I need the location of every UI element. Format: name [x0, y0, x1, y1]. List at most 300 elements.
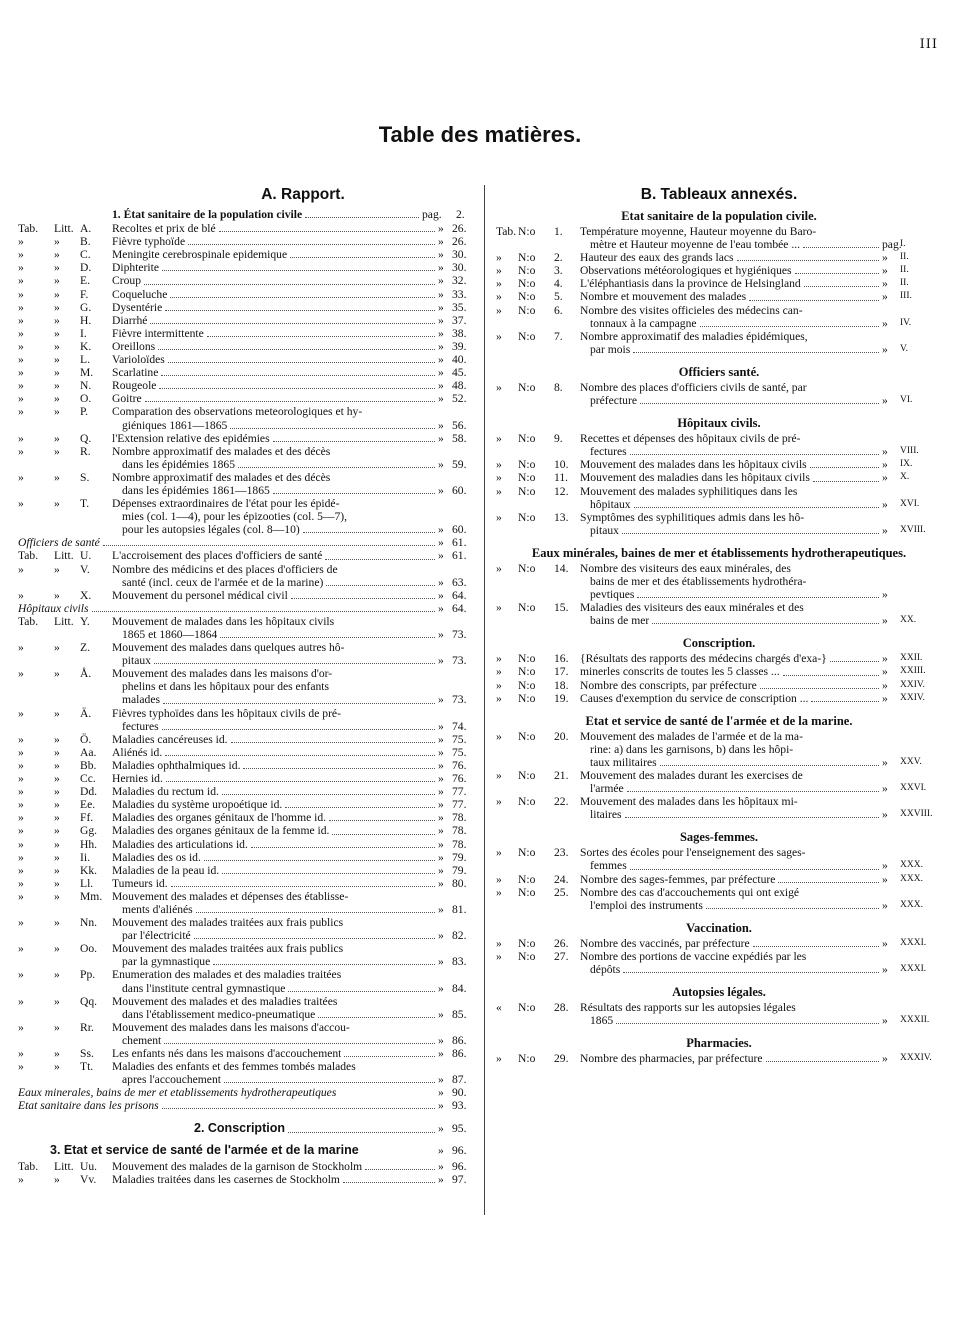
- entry-title: chement: [122, 1033, 162, 1047]
- toc-entry-line: [18, 288, 478, 301]
- entry-litt: »: [54, 811, 60, 825]
- toc-entry: [18, 563, 478, 589]
- entry-title: Recoltes et prix de blé: [112, 222, 216, 236]
- entry-tab: »: [18, 326, 24, 340]
- entry-quote: »: [882, 963, 888, 977]
- entry-letter: G.: [80, 300, 92, 314]
- entry-title: Nombre des conscripts, par préfecture: [580, 678, 757, 692]
- entry-no: N:o: [518, 936, 536, 950]
- toc-entry: [18, 733, 478, 746]
- entry-tab: »: [496, 380, 502, 394]
- entry-title: Maladies traitées dans les casernes de Stockholm: [112, 1172, 340, 1186]
- entry-title: dans l'institute central gymnastique: [122, 981, 286, 995]
- entry-title: Enumeration des malades et des maladies traitées: [112, 968, 342, 982]
- leader-dots: [627, 791, 879, 792]
- entry-quote: »: [438, 326, 444, 340]
- entry-quote: »: [438, 483, 444, 497]
- entry-tab: »: [18, 772, 24, 786]
- toc-entry: [18, 615, 478, 641]
- toc-entry-line: [18, 576, 478, 589]
- entry-page: XXXI.: [900, 937, 927, 948]
- entry-tab: »: [496, 872, 502, 886]
- entry-tab: »: [18, 300, 24, 314]
- entry-tab: »: [496, 652, 502, 666]
- leader-dots: [622, 533, 879, 534]
- leader-dots: [652, 623, 879, 624]
- annex-entry-line: [496, 317, 942, 330]
- entry-tab: »: [18, 916, 24, 930]
- entry-page: 76.: [452, 772, 467, 786]
- entry-page: 82.: [452, 929, 467, 943]
- toc-entry: [18, 641, 478, 667]
- entry-quote: »: [882, 523, 888, 537]
- leader-dots: [810, 467, 879, 468]
- entry-quote: »: [438, 248, 444, 262]
- entry-letter: K.: [80, 339, 92, 353]
- entry-title: Hauteur des eaux des grands lacs: [580, 251, 734, 265]
- entry-page: XXX.: [900, 873, 923, 884]
- entry-tab: »: [496, 303, 502, 317]
- annex-entry-line: [496, 238, 942, 251]
- entry-title: Mouvement de malades dans les hôpitaux civils: [112, 614, 335, 628]
- subsection-1-label: 1. État sanitaire de la population civile: [112, 208, 303, 221]
- entry-litt: »: [54, 470, 60, 484]
- entry-title: dans l'établissement medico-pneumatique: [122, 1007, 316, 1021]
- toc-entry-line: [18, 772, 478, 785]
- leader-dots: [365, 1169, 435, 1170]
- subsection-3-label: 3. État et service de santé de l'armée et de la marine: [50, 1143, 359, 1157]
- entry-letter: P.: [80, 405, 89, 419]
- toc-entry: [18, 222, 478, 235]
- entry-page: II.: [900, 278, 909, 289]
- entry-tab: »: [18, 588, 24, 602]
- eaux-entry: [18, 1086, 478, 1099]
- entry-quote: »: [438, 798, 444, 812]
- page-number: III: [919, 37, 938, 52]
- toc-entry-line: [18, 484, 478, 497]
- entry-number: 3.: [554, 264, 563, 278]
- annex-entry-line: [496, 562, 942, 575]
- annex-entry-line: [496, 795, 942, 808]
- annex-entry: [496, 846, 942, 872]
- entry-tab: »: [18, 497, 24, 511]
- left-entries-3: [18, 615, 478, 1086]
- entry-litt: »: [54, 772, 60, 786]
- toc-entry: [18, 405, 478, 431]
- entry-page: XXXI.: [900, 964, 927, 975]
- entry-letter: Ss.: [80, 1047, 94, 1060]
- entry-title: Scarlatine: [112, 366, 159, 380]
- toc-entry-line: [18, 379, 478, 392]
- entry-litt: »: [54, 889, 60, 903]
- entry-page: 32.: [452, 274, 467, 288]
- leader-dots: [303, 532, 435, 533]
- entry-title: Coqueluche: [112, 287, 168, 301]
- entry-tab: »: [496, 729, 502, 743]
- entry-litt: »: [54, 1060, 60, 1074]
- entry-quote: »: [438, 1033, 444, 1047]
- entry-title: Résultats des rapports sur les autopsies légales: [580, 1001, 796, 1015]
- entry-tab: »: [18, 287, 24, 301]
- entry-quote: »: [438, 693, 444, 707]
- leader-dots: [163, 703, 435, 704]
- toc-entry: [18, 995, 478, 1021]
- toc-entry-line: [18, 419, 478, 432]
- entry-number: 9.: [554, 432, 563, 446]
- entry-page: 74.: [452, 719, 467, 733]
- leader-dots: [168, 362, 435, 363]
- entry-litt: Litt.: [54, 222, 74, 236]
- entry-number: 16.: [554, 652, 569, 666]
- annex-entry-line: [496, 652, 942, 665]
- entry-litt: »: [54, 444, 60, 458]
- entry-tab: »: [496, 795, 502, 809]
- leader-dots: [166, 781, 435, 782]
- entry-page: 90.: [452, 1086, 467, 1100]
- leader-dots: [325, 559, 435, 560]
- toc-entry-line: [18, 432, 478, 445]
- page-title: Table des matières.: [378, 122, 582, 147]
- toc-entry: [18, 432, 478, 445]
- annex-entry-line: [496, 730, 942, 743]
- annex-entry-line: [496, 756, 942, 769]
- entry-litt: »: [54, 916, 60, 930]
- entry-litt: »: [54, 850, 60, 864]
- entry-tab: »: [18, 339, 24, 353]
- entry-letter: H.: [80, 313, 92, 327]
- entry-letter: Qq.: [80, 994, 98, 1008]
- entry-letter: Ii.: [80, 850, 90, 864]
- entry-quote: »: [438, 981, 444, 995]
- toc-entry-line: [18, 261, 478, 274]
- entry-letter: Ff.: [80, 811, 94, 825]
- entry-litt: Litt.: [54, 1159, 74, 1173]
- annex-entry-line: [496, 290, 942, 303]
- entry-title: Mouvement des malades et dépenses des établisse-: [112, 889, 349, 903]
- toc-entry: [18, 942, 478, 968]
- leader-dots: [161, 375, 435, 376]
- leader-dots: [164, 1043, 435, 1044]
- entry-quote: »: [438, 732, 444, 746]
- entry-tab: »: [496, 665, 502, 679]
- entry-litt: »: [54, 588, 60, 602]
- entry-title: Maladies du rectum id.: [112, 785, 219, 799]
- entry-title: Maladies des visiteurs des eaux minérales et des: [580, 601, 804, 615]
- entry-no: N:o: [518, 329, 536, 343]
- toc-entry: [18, 746, 478, 759]
- leader-dots: [251, 847, 435, 848]
- annex-entry: [496, 471, 942, 484]
- entry-quote: »: [882, 859, 888, 873]
- entry-title: Mouvement des malades dans les maisons d'or-: [112, 667, 333, 681]
- leader-dots: [204, 860, 435, 861]
- entry-tab: »: [18, 758, 24, 772]
- right-groups: [496, 210, 942, 1065]
- entry-letter: Bb.: [80, 758, 97, 772]
- toc-entry: [18, 301, 478, 314]
- leader-dots: [811, 701, 879, 702]
- entry-quote: »: [882, 445, 888, 459]
- annex-entry: [496, 601, 942, 627]
- entry-litt: »: [54, 641, 60, 655]
- entry-page: 64.: [452, 601, 467, 615]
- leader-dots: [630, 454, 879, 455]
- entry-title: Nombre des médicins et des places d'officiers de: [112, 562, 338, 576]
- leader-dots: [165, 755, 435, 756]
- entry-tab: »: [18, 745, 24, 759]
- leader-dots: [633, 352, 879, 353]
- entry-number: 17.: [554, 665, 569, 679]
- entry-title: pevtiques: [590, 588, 635, 602]
- entry-quote: »: [882, 872, 888, 886]
- entry-page: 93.: [452, 1099, 467, 1113]
- entry-title: {Résultats des rapports des médecins chargés d'exa-}: [580, 652, 827, 666]
- entry-title: Causes d'exemption du service de conscription ...: [580, 691, 809, 705]
- toc-entry-line: [18, 314, 478, 327]
- toc-entry: [18, 445, 478, 471]
- entry-title: par l'électricité: [122, 929, 191, 943]
- toc-entry-line: [18, 458, 478, 471]
- entry-title: l'armée: [590, 782, 624, 796]
- entry-title: Mouvement des malades durant les exercises de: [580, 769, 803, 782]
- entry-quote: »: [438, 431, 444, 445]
- entry-no: N:o: [518, 1052, 536, 1066]
- leader-dots: [171, 886, 435, 887]
- leader-dots: [288, 991, 435, 992]
- entry-page: IV.: [900, 317, 912, 328]
- entry-litt: »: [54, 942, 60, 956]
- entry-letter: Y.: [80, 614, 90, 628]
- leader-dots: [630, 869, 879, 870]
- toc-entry: [18, 549, 478, 562]
- entry-litt: »: [54, 785, 60, 799]
- entry-title: Mouvement des malades de l'armée et de la ma-: [580, 729, 803, 743]
- annex-entry-line: [496, 808, 942, 821]
- entry-page: 77.: [452, 785, 467, 799]
- toc-entry-line: [18, 1160, 478, 1173]
- entry-page: 75.: [452, 745, 467, 759]
- entry-title: Tumeurs id.: [112, 876, 168, 890]
- entry-litt: »: [54, 562, 60, 576]
- toc-entry-line: [18, 392, 478, 405]
- entry-litt: »: [54, 745, 60, 759]
- toc-entry: [18, 864, 478, 877]
- entry-letter: Uu.: [80, 1159, 98, 1173]
- entry-page: 26.: [452, 235, 467, 249]
- leader-dots: [640, 403, 879, 404]
- entry-tab: »: [18, 1020, 24, 1034]
- leader-dots: [154, 663, 435, 664]
- entry-title: Goitre: [112, 392, 142, 406]
- entry-tab: Tab.: [18, 614, 39, 628]
- annex-entry-line: [496, 588, 942, 601]
- annex-entry: [496, 886, 942, 912]
- toc-entry-line: [18, 353, 478, 366]
- leader-dots: [222, 873, 435, 874]
- toc-entry-line: [18, 903, 478, 916]
- entry-quote: »: [438, 1073, 444, 1087]
- entry-page: VI.: [900, 395, 913, 406]
- officiers-label: Officiers de santé: [18, 536, 100, 550]
- toc-entry: [18, 353, 478, 366]
- entry-page: 85.: [452, 1007, 467, 1021]
- entry-title: minerles conscrits de toutes les 5 classes ...: [580, 665, 780, 679]
- entry-letter: L.: [80, 353, 90, 367]
- entry-number: 11.: [554, 471, 569, 485]
- entry-quote: »: [882, 277, 888, 291]
- entry-tab: »: [496, 678, 502, 692]
- entry-tab: »: [496, 691, 502, 705]
- toc-entry-line: [18, 1021, 478, 1034]
- entry-page: 39.: [452, 339, 467, 353]
- toc-entry-line: [18, 929, 478, 942]
- entry-title: mètre et Hauteur moyenne de l'eau tombée ...: [590, 238, 801, 252]
- entry-tab: »: [496, 251, 502, 265]
- entry-title: pitaux: [590, 523, 619, 537]
- entry-page: III.: [900, 291, 912, 302]
- entry-tab: »: [496, 484, 502, 498]
- entry-page: XXVIII.: [900, 809, 933, 820]
- entry-tab: »: [18, 837, 24, 851]
- entry-title: Varioloïdes: [112, 353, 165, 367]
- entry-tab: »: [496, 264, 502, 278]
- entry-tab: »: [18, 274, 24, 288]
- entry-quote: »: [882, 614, 888, 628]
- entry-letter: Cc.: [80, 772, 96, 786]
- entry-quote: »: [438, 536, 444, 550]
- entry-page: 59.: [452, 457, 467, 471]
- annex-entry-line: [496, 601, 942, 614]
- entry-number: 29.: [554, 1052, 569, 1066]
- entry-quote: »: [882, 588, 888, 602]
- entry-page: 38.: [452, 326, 467, 340]
- annex-entry-line: [496, 264, 942, 277]
- annex-entry: [496, 485, 942, 511]
- entry-title: Nombre des portions de vaccine expédiés par les: [580, 949, 807, 963]
- entry-quote: »: [882, 394, 888, 408]
- leader-dots: [706, 908, 879, 909]
- toc-entry-line: [18, 680, 478, 693]
- toc-entry-line: [18, 955, 478, 968]
- annex-entry: [496, 769, 942, 795]
- entry-tab: »: [496, 846, 502, 860]
- entry-tab: »: [18, 942, 24, 956]
- entry-quote: »: [438, 457, 444, 471]
- entry-quote: »: [438, 955, 444, 969]
- annex-entry-line: [496, 304, 942, 317]
- entry-quote: »: [438, 366, 444, 380]
- entry-quote: »: [438, 588, 444, 602]
- toc-entry: [18, 811, 478, 824]
- leader-dots: [804, 286, 879, 287]
- toc-entry: [18, 327, 478, 340]
- entry-quote: »: [438, 1172, 444, 1186]
- leader-dots: [219, 231, 435, 232]
- entry-page: 75.: [452, 732, 467, 746]
- entry-page: 48.: [452, 379, 467, 393]
- entry-number: 24.: [554, 872, 569, 886]
- entry-title: Fièvre typhoïde: [112, 235, 186, 249]
- group-heading: Sages-femmes.: [679, 830, 759, 845]
- leader-dots: [92, 611, 435, 612]
- entry-litt: »: [54, 274, 60, 288]
- entry-quote: »: [438, 261, 444, 275]
- entry-title: malades: [122, 693, 160, 707]
- entry-tab: »: [18, 863, 24, 877]
- entry-litt: »: [54, 876, 60, 890]
- entry-tab: »: [18, 353, 24, 367]
- entry-tab: »: [18, 667, 24, 681]
- entry-number: 27.: [554, 949, 569, 963]
- toc-entry: [18, 1060, 478, 1086]
- annex-entry-line: [496, 899, 942, 912]
- entry-number: 18.: [554, 678, 569, 692]
- column-divider: [484, 185, 485, 1215]
- entry-tab: »: [496, 471, 502, 485]
- annex-entry: [496, 873, 942, 886]
- annex-entry-line: [496, 886, 942, 899]
- toc-entry: [18, 274, 478, 287]
- annex-entry-line: [496, 769, 942, 782]
- entry-quote: »: [438, 876, 444, 890]
- toc-entry: [18, 772, 478, 785]
- entry-title: Nombre et mouvement des malades: [580, 290, 747, 304]
- entry-tab: »: [496, 561, 502, 575]
- leader-dots: [795, 273, 879, 274]
- annex-entry: [496, 304, 942, 330]
- entry-title: Maladies des enfants et des femmes tombés malades: [112, 1060, 356, 1074]
- leader-dots: [778, 882, 879, 883]
- entry-title: Mouvement des malades de la garnison de Stockholm: [112, 1159, 363, 1173]
- entry-letter: I.: [80, 326, 87, 340]
- entry-quote: »: [438, 837, 444, 851]
- entry-letter: Rr.: [80, 1020, 94, 1034]
- entry-title: pour les autopsies légales (col. 8—10): [122, 523, 300, 537]
- entry-title: fectures: [122, 719, 159, 733]
- entry-page: XXXII.: [900, 1015, 930, 1026]
- leader-dots: [288, 1132, 435, 1133]
- entry-page: 79.: [452, 863, 467, 877]
- entry-quote: »: [438, 1159, 444, 1173]
- entry-title: Nombre des visiteurs des eaux minérales, des: [580, 561, 791, 575]
- leader-dots: [344, 1056, 435, 1057]
- annex-entry-line: [496, 963, 942, 976]
- entry-tab: »: [18, 798, 24, 812]
- entry-page: 64.: [452, 588, 467, 602]
- entry-page: 97.: [452, 1172, 467, 1186]
- entry-no: N:o: [518, 665, 536, 679]
- group-heading: Conscription.: [682, 636, 756, 651]
- toc-entry-line: [18, 877, 478, 890]
- entry-title: par la gymnastique: [122, 955, 211, 969]
- toc-entry: [18, 968, 478, 994]
- entry-page: I.: [900, 239, 906, 250]
- hopitaux-entry: [18, 602, 478, 615]
- leader-dots: [623, 972, 879, 973]
- entry-quote: »: [882, 1052, 888, 1066]
- toc-entry-line: [18, 327, 478, 340]
- entry-tab: »: [496, 885, 502, 899]
- toc-entry-line: [18, 471, 478, 484]
- entry-title: ments d'aliénés: [122, 902, 193, 916]
- entry-title: Dysentérie: [112, 300, 163, 314]
- entry-letter: Vv.: [80, 1172, 97, 1186]
- toc-entry-line: [18, 693, 478, 706]
- entry-quote: »: [882, 316, 888, 330]
- entry-letter: Aa.: [80, 745, 97, 759]
- toc-entry-line: [18, 445, 478, 458]
- entry-tab: «: [496, 1001, 502, 1015]
